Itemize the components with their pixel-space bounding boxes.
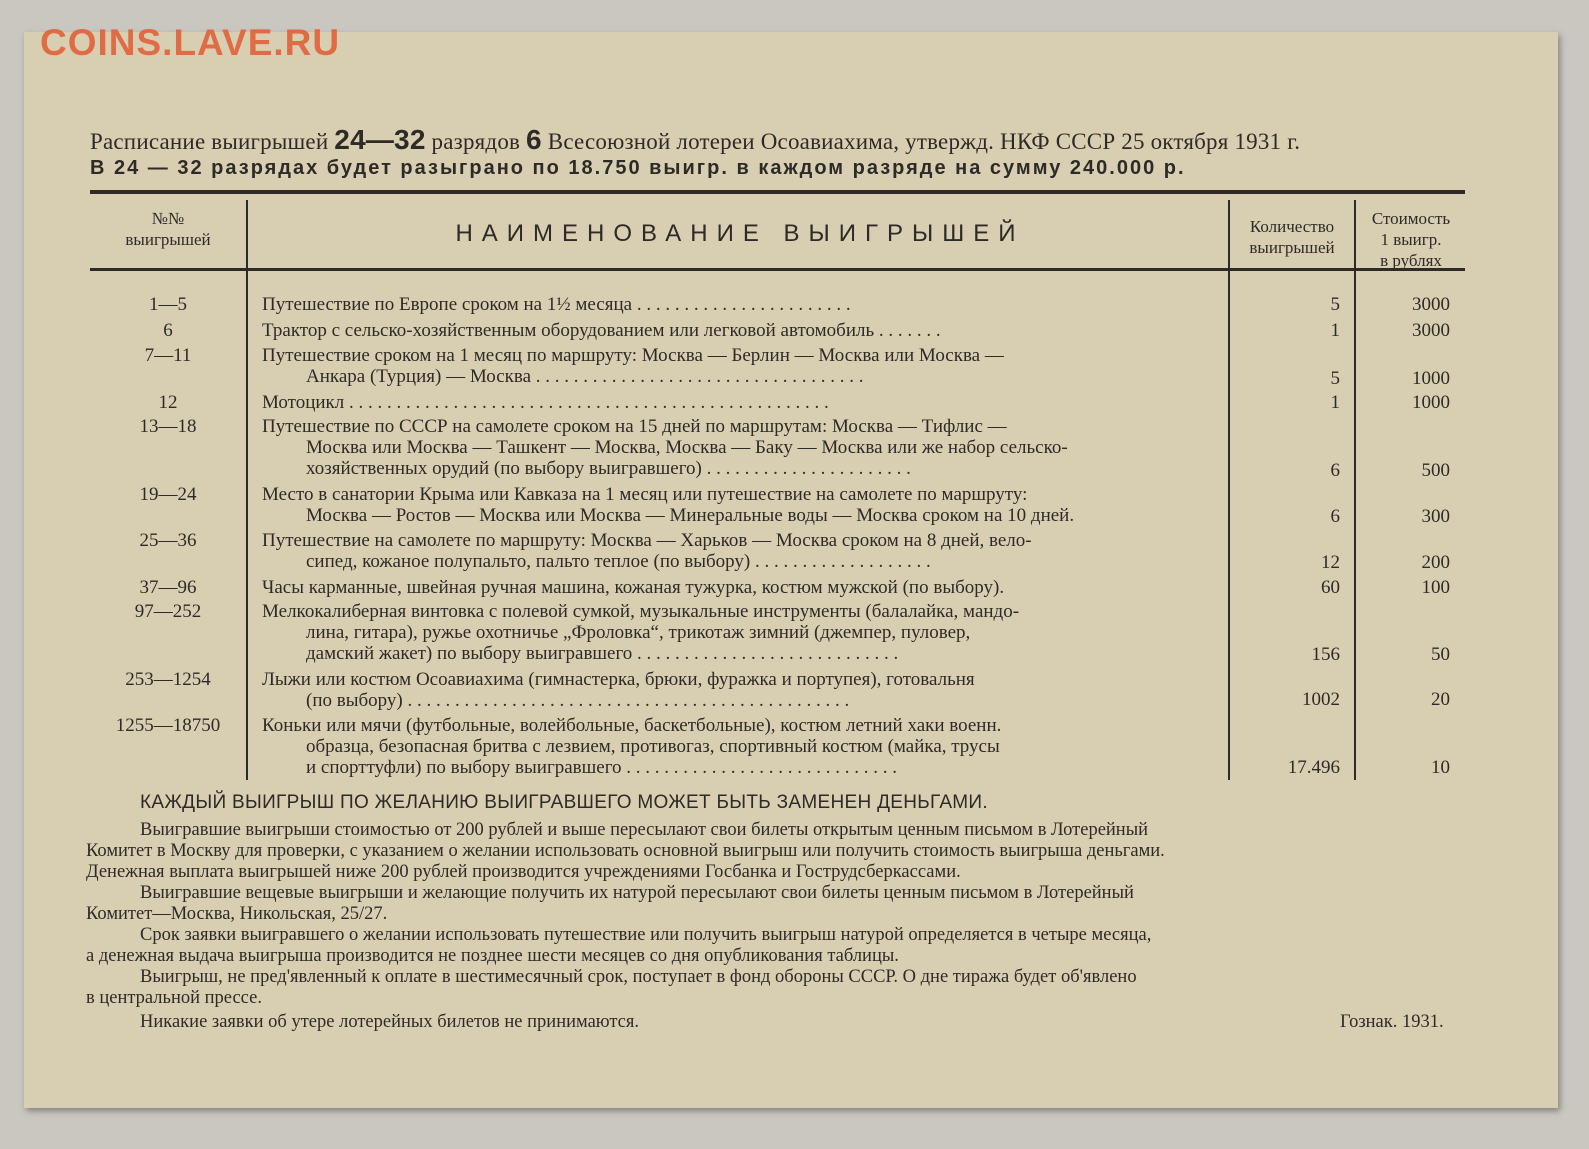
row-description	[262, 345, 1220, 387]
paragraph-line: Комитет—Москва, Никольская, 25/27.	[86, 904, 388, 924]
rules-paragraph	[86, 883, 1471, 925]
paragraph-line: в центральной прессе.	[86, 988, 262, 1008]
description-line: Часы карманные, швейная ручная машина, кожаная тужурка, костюм мужской (по выбору).	[262, 577, 1005, 598]
paragraph-line: Комитет в Москву для проверки, с указанием о желании использовать основной выигрыш или получить стоимость выигрыша деньгами.	[86, 841, 1165, 861]
row-number: 19—24	[139, 484, 197, 505]
paragraph-line: Выигравшие вещевые выигрыши и желающие получить их натурой пересылают свои билеты ценным письмом в Лотерейный	[140, 883, 1134, 903]
col-header-quantity	[1230, 216, 1354, 258]
description-line: Путешествие по Европе сроком на 1½ месяца . . . . . . . . . . . . . . . . . . . . . . .	[262, 294, 851, 315]
col-header-number-line: №№	[151, 209, 185, 228]
row-number: 37—96	[139, 577, 197, 598]
schedule-title	[90, 124, 1468, 156]
title-prefix: Расписание выигрышей	[90, 129, 329, 154]
row-description	[262, 715, 1220, 778]
description-line: Анкара (Турция) — Москва . . . . . . . . . . . . . . . . . . . . . . . . . . . . . . . . . . .	[306, 366, 864, 387]
row-number: 12	[158, 392, 178, 413]
row-quantity: 12	[1321, 552, 1340, 573]
col-header-number-line: выигрышей	[125, 230, 211, 249]
printer-imprint: Гознак. 1931.	[1340, 1012, 1444, 1032]
description-line: Путешествие на самолете по маршруту: Москва — Харьков — Москва сроком на 8 дней, вело-	[262, 530, 1032, 551]
row-number: 97—252	[134, 601, 202, 622]
row-number: 1—5	[149, 294, 187, 315]
table-top-rule	[90, 190, 1465, 194]
row-description	[262, 601, 1220, 664]
rules-paragraph	[86, 1012, 1471, 1033]
description-line: (по выбору) . . . . . . . . . . . . . . . . . . . . . . . . . . . . . . . . . . . . . . . . . . . . . . .	[306, 690, 850, 711]
rules-paragraph	[86, 820, 1471, 883]
description-line: Путешествие сроком на 1 месяц по маршруту: Москва — Берлин — Москва или Москва —	[262, 345, 1004, 366]
row-number: 6	[163, 320, 173, 341]
title-suffix: Всесоюзной лотереи Осоавиахима, утвержд. НКФ СССР 25 октября 1931 г.	[547, 129, 1301, 154]
description-line: хозяйственных орудий (по выбору выигравшего) . . . . . . . . . . . . . . . . . . . . . .	[306, 458, 911, 479]
row-value: 500	[1421, 460, 1450, 481]
watermark: COINS.LAVE.RU	[40, 22, 341, 63]
row-quantity: 5	[1330, 368, 1340, 389]
row-number: 7—11	[144, 345, 192, 366]
description-line: Москва или Москва — Ташкент — Москва, Москва — Баку — Москва или же набор сельско-	[306, 437, 1068, 458]
row-description	[262, 416, 1220, 479]
row-value: 200	[1421, 552, 1450, 573]
description-line: Коньки или мячи (футбольные, волейбольные, баскетбольные), костюм летний хаки военн.	[262, 715, 1002, 736]
row-value: 100	[1421, 577, 1450, 598]
row-quantity: 156	[1311, 644, 1340, 665]
col-header-cost-line: Стоимость	[1371, 209, 1451, 228]
row-quantity: 5	[1330, 294, 1340, 315]
row-number: 13—18	[139, 416, 197, 437]
description-line: Мотоцикл . . . . . . . . . . . . . . . . . . . . . . . . . . . . . . . . . . . . . . . . . . . . . . . . . . .	[262, 392, 829, 413]
row-description	[262, 577, 1220, 598]
description-line: Лыжи или костюм Осоавиахима (гимнастерка, брюки, фуражка и портупея), готовальня	[262, 669, 975, 690]
row-description	[262, 320, 1220, 341]
col-header-quantity-line: выигрышей	[1249, 238, 1335, 257]
paragraph-line: Выигравшие выигрыши стоимостью от 200 рублей и выше пересылают свои билеты открытым ценным письмом в Лотерейный	[140, 820, 1149, 840]
description-line: Трактор с сельско-хозяйственным оборудованием или легковой автомобиль . . . . . . .	[262, 320, 941, 341]
header-bottom-rule	[90, 268, 1465, 271]
row-quantity: 1	[1330, 320, 1340, 341]
row-value: 3000	[1412, 320, 1450, 341]
row-number: 25—36	[139, 530, 197, 551]
paragraph-line: Никакие заявки об утере лотерейных билетов не принимаются.	[140, 1012, 640, 1032]
row-description	[262, 669, 1220, 711]
row-quantity: 60	[1321, 577, 1340, 598]
row-description	[262, 392, 1220, 413]
description-line: и спорттуфли) по выбору выигравшего . . . . . . . . . . . . . . . . . . . . . . . . . . . . .	[306, 757, 898, 778]
title-lottery-number: 6	[526, 124, 542, 155]
description-line: дамский жакет) по выбору выигравшего . . . . . . . . . . . . . . . . . . . . . . . . . . . .	[306, 643, 899, 664]
rules-paragraph	[86, 925, 1471, 967]
description-line: Место в санатории Крыма или Кавказа на 1 месяц или путешествие на самолете по маршруту:	[262, 484, 1028, 505]
row-value: 10	[1431, 757, 1450, 778]
col-header-quantity-line: Количество	[1249, 217, 1335, 236]
exchange-notice: КАЖДЫЙ ВЫИГРЫШ ПО ЖЕЛАНИЮ ВЫИГРАВШЕГО МОЖЕТ БЫТЬ ЗАМЕНЕН ДЕНЬГАМИ.	[140, 792, 988, 813]
col-header-number	[90, 208, 246, 250]
description-line: лина, гитара), ружье охотничье „Фроловка“, трикотаж зимний (джемпер, пуловер,	[306, 622, 971, 643]
col-header-cost-line: 1 выигр.	[1380, 230, 1442, 249]
row-description	[262, 484, 1220, 526]
row-value: 300	[1421, 506, 1450, 527]
row-number: 253—1254	[125, 669, 211, 690]
col-header-cost-line: в рублях	[1380, 251, 1442, 270]
row-value: 50	[1431, 644, 1450, 665]
row-description	[262, 530, 1220, 572]
row-value: 20	[1431, 689, 1450, 710]
paragraph-line: а денежная выдача выигрыша производится не позднее шести месяцев со дня опубликования таблицы.	[86, 946, 899, 966]
row-quantity: 6	[1330, 506, 1340, 527]
column-divider	[246, 200, 248, 780]
row-quantity: 17.496	[1287, 757, 1340, 778]
row-description	[262, 294, 1220, 315]
row-quantity: 1002	[1302, 689, 1340, 710]
col-header-cost	[1356, 208, 1466, 271]
paragraph-line: Срок заявки выигравшего о желании использовать путешествие или получить выигрыш натурой определяется в четыре месяца,	[140, 925, 1152, 945]
title-range: 24—32	[334, 124, 426, 155]
description-line: сипед, кожаное полупальто, пальто теплое (по выбору) . . . . . . . . . . . . . . . . . . .	[306, 551, 931, 572]
paragraph-line: Денежная выплата выигрышей ниже 200 рублей производится учреждениями Госбанка и Гострудсберкассами.	[86, 862, 961, 882]
row-number: 1255—18750	[115, 715, 221, 736]
row-value: 1000	[1412, 392, 1450, 413]
description-line: Путешествие по СССР на самолете сроком на 15 дней по маршрутам: Москва — Тифлис —	[262, 416, 1007, 437]
column-divider	[1354, 200, 1356, 780]
description-line: образца, безопасная бритва с лезвием, противогаз, спортивный костюм (майка, трусы	[306, 736, 1000, 757]
rules-paragraph	[86, 967, 1471, 1009]
col-header-name: НАИМЕНОВАНИЕ ВЫИГРЫШЕЙ	[455, 220, 1025, 247]
row-value: 3000	[1412, 294, 1450, 315]
description-line: Мелкокалиберная винтовка с полевой сумкой, музыкальные инструменты (балалайка, мандо-	[262, 601, 1020, 622]
row-quantity: 6	[1330, 460, 1340, 481]
schedule-subtitle: В 24 — 32 разрядах будет разыграно по 18.750 выигр. в каждом разряде на сумму 240.000 р.	[90, 157, 1186, 179]
row-quantity: 1	[1330, 392, 1340, 413]
description-line: Москва — Ростов — Москва или Москва — Минеральные воды — Москва сроком на 10 дней.	[306, 505, 1075, 526]
title-mid: разрядов	[431, 129, 521, 154]
paragraph-line: Выигрыш, не пред'явленный к оплате в шестимесячный срок, поступает в фонд обороны СССР. О дне тиража будет об'явлено	[140, 967, 1137, 987]
row-value: 1000	[1412, 368, 1450, 389]
